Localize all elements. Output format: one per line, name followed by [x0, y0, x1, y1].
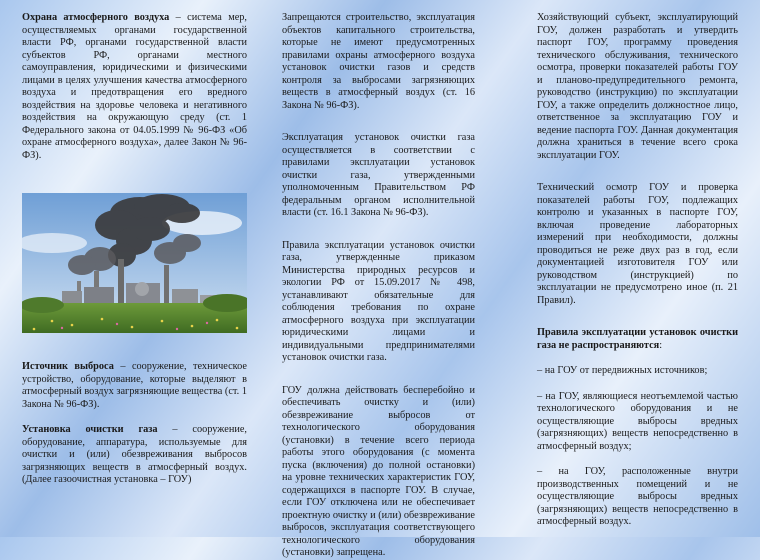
column-left-definitions — [22, 361, 247, 487]
column-left — [22, 12, 247, 162]
column-right — [537, 12, 738, 529]
exception-item: – на ГОУ от передвижных источников; — [537, 365, 708, 376]
definition-emission-source: Источник выброса – сооружение, техническое устройство, оборудование, которые выделяют в атмосферный воздух загрязняющие вещества (ст. 1 Закона № 96-ФЗ). — [22, 361, 248, 410]
paragraph-continuous-operation: ГОУ должна действовать бесперебойно и обеспечивать очистку и (или) обезвреживание выбросов от технологического оборудования (установки) в течение всего периода работы этого оборудования (с момента пуска (включения) до полной остановки) на уровне технических характеристик ГОУ, содержащихся в паспорте ГОУ. В случае, если ГОУ отключена или не обеспечивает проектную очистку и (или) обезвреживание выбросов, эксплуатация соответствующего технологического оборудования (установки) запрещена. — [282, 384, 475, 558]
exceptions-heading: Правила эксплуатации установок очистки газа не распространяются: — [537, 327, 738, 351]
paragraph-operation-rules: Эксплуатация установок очистки газа осуществляется в соответствии с правилами эксплуатации установок очистки газа, утвержденными уполномоченным Правительством РФ федеральным органом исполнительной власти (ст. 16.1 Закона № 96-ФЗ). — [282, 132, 475, 218]
paragraph-construction-ban: Запрещаются строительство, эксплуатация объектов капитального строительства, которые не имеют предусмотренных правилами охраны атмосферного воздуха установок очистки газов и средств контроля за выбросами загрязняющих веществ в атмосферный воздух (ст. 16 Закона № 96-ФЗ). — [282, 12, 475, 111]
paragraph-inspection: Технический осмотр ГОУ и проверка показателей работы ГОУ, подлежащих контролю и указанных в паспорте ГОУ, включая проведение лабораторных измерений при необходимости, должны проводиться не реже двух раз в год, если документацией изготовителя ГОУ или руководством (инструкцией) по эксплуатации не предусмотрено иное (п. 21 Правил). — [537, 182, 738, 306]
column-middle — [282, 12, 475, 560]
industrial-smoke-photo — [22, 193, 247, 333]
exceptions-heading-text: Правила эксплуатации установок очистки газа не распространяются — [537, 327, 738, 351]
paragraph-passport: Хозяйствующий субъект, эксплуатирующий ГОУ, должен разработать и утвердить паспорт ГОУ, программу проведения технического обслуживания, технического осмотра, проверки показателей работы ГОУ и планово-предупредительного ремонта, руководство (инструкцию) по эксплуатации ГОУ, а также определить должностное лицо, ответственное за эксплуатацию ГОУ и ведение паспорта ГОУ. Данная документация должна храниться в течение всего срока эксплуатации ГОУ. — [537, 12, 738, 161]
term-gas-cleaning: Установка очистки газа — [22, 424, 158, 435]
term-air-protection: Охрана атмосферного воздуха — [22, 12, 170, 23]
exception-item: – на ГОУ, расположенные внутри производственных помещений и не осуществляющие выбросы вредных (загрязняющих) веществ непосредственно в атмосферный воздух. — [537, 466, 738, 527]
exception-item: – на ГОУ, являющиеся неотъемлемой частью технологического оборудования и не осуществляющие выбросы вредных (загрязняющих) веществ непосредственно в атмосферный воздух; — [537, 390, 738, 452]
definition-gas-cleaning: Установка очистки газа – сооружение, оборудование, аппаратура, используемые для очистки и (или) обезвреживания выбросов загрязняющих веществ в атмосферный воздух. (Далее газоочистная установка – ГОУ) — [22, 424, 247, 485]
term-emission-source: Источник выброса — [22, 361, 114, 372]
definition-air-protection: Охрана атмосферного воздуха – система мер, осуществляемых органами государственной власти РФ, органами государственной власти субъектов РФ, органами местного самоуправления, юридическими и физическими лицами в целях улучшения качества атмосферного воздуха и предотвращения его вредного воздействия на здоровье человека и негативного воздействия на окружающую среду (ст. 1 Федерального закона от 04.05.1999 № 96-ФЗ «Об охране атмосферного воздуха», далее Закон № 96-ФЗ). — [22, 12, 248, 161]
paragraph-order-498: Правила эксплуатации установок очистки газа, утвержденные приказом Министерства природных ресурсов и экологии РФ от 15.09.2017 № 498, устанавливают обязательные для соблюдения требования по охране атмосферного воздуха при эксплуатации юридическими лицами и индивидуальными предпринимателями установок очистки газа. — [282, 239, 475, 363]
